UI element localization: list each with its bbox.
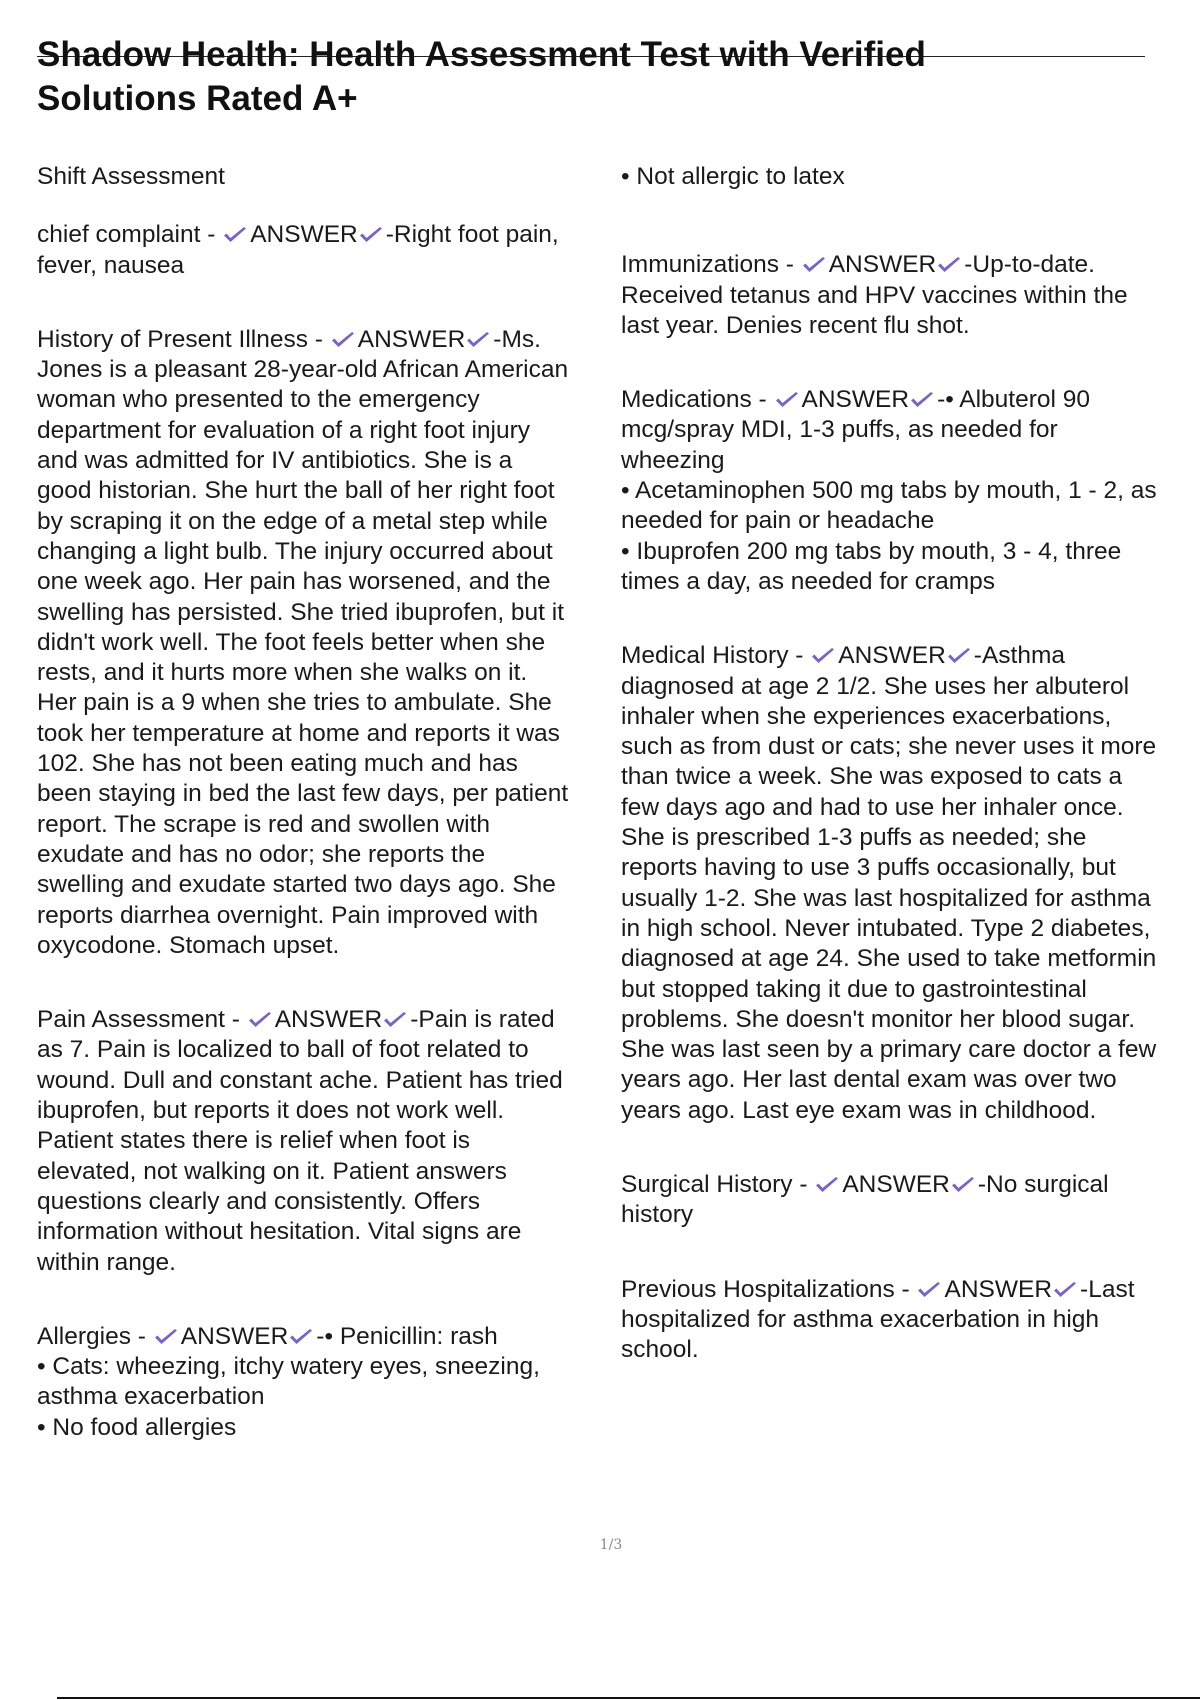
answer-text-line: within range. — [37, 1248, 176, 1276]
check-icon — [222, 226, 250, 244]
answer-text-line: inhaler when she experiences exacerbations, — [621, 702, 1112, 730]
answer-text-line: information without hesitation. Vital signs are — [37, 1218, 522, 1246]
history-present-illness-item — [37, 325, 612, 961]
answer-label: ANSWER — [180, 1322, 289, 1350]
answer-text-line: • No food allergies — [37, 1413, 237, 1441]
surgical-history-item — [621, 1170, 1200, 1231]
check-icon — [358, 226, 386, 244]
answer-text-start: -No surgical — [977, 1171, 1109, 1199]
check-icon — [1052, 1281, 1080, 1299]
answer-label: ANSWER — [250, 221, 358, 249]
answer-text-line: asthma exacerbation — [37, 1383, 265, 1411]
answer-text-line: She was last seen by a primary care doctor a few — [621, 1036, 1157, 1064]
answer-text-line: exudate and has no odor; she reports the — [37, 840, 486, 868]
item-label: Medications - — [621, 386, 774, 414]
answer-text-line: needed for pain or headache — [621, 507, 935, 535]
item-first-line — [37, 220, 612, 250]
answer-text-line: Jones is a pleasant 28-year-old African American — [37, 356, 569, 384]
title-line-2: Solutions Rated A+ — [37, 79, 358, 118]
answer-text-line: in high school. Never intubated. Type 2 diabetes, — [621, 914, 1151, 942]
check-icon — [288, 1328, 316, 1346]
check-icon — [916, 1281, 944, 1299]
answer-text-start: -Asthma — [973, 642, 1065, 670]
answer-text-line: history — [621, 1201, 694, 1229]
answer-text-line: Patient states there is relief when foot is — [37, 1127, 471, 1155]
answer-text-line: school. — [621, 1336, 699, 1364]
item-first-line — [621, 250, 1200, 280]
immunizations-item — [621, 250, 1200, 341]
answer-text-start: -• Albuterol 90 — [937, 386, 1091, 414]
answer-text-line: • Acetaminophen 500 mg tabs by mouth, 1 - 2, as — [621, 477, 1157, 505]
medications-item — [621, 385, 1200, 597]
item-label: Allergies - — [37, 1322, 153, 1350]
check-icon — [247, 1011, 275, 1029]
answer-text-line: Her pain is a 9 when she tries to ambulate. She — [37, 689, 552, 717]
answer-text-line: didn't work well. The foot feels better when she — [37, 628, 546, 656]
answer-text-start: -Ms. — [493, 325, 541, 353]
shift-assessment-heading: Shift Assessment — [37, 163, 225, 190]
answer-text-line: took her temperature at home and reports it was — [37, 719, 560, 747]
item-label: Surgical History - — [621, 1171, 815, 1199]
answer-text-line: • Ibuprofen 200 mg tabs by mouth, 3 - 4, three — [621, 537, 1122, 565]
item-first-line — [37, 1322, 612, 1352]
medical-history-item — [621, 641, 1200, 1126]
check-icon — [153, 1328, 181, 1346]
answer-text-line: few days ago and had to use her inhaler once. — [621, 793, 1124, 821]
answer-text-line: years ago. Her last dental exam was over two — [621, 1066, 1117, 1094]
answer-text-line: swelling has persisted. She tried ibuprofen, but it — [37, 598, 565, 626]
answer-text-line: such as from dust or cats; she never uses it more — [621, 733, 1157, 761]
answer-text-start: -• Penicillin: rash — [316, 1322, 498, 1350]
footer-rule — [57, 1697, 1200, 1699]
answer-text-line: ibuprofen, but reports it does not work well. — [37, 1097, 505, 1125]
answer-text-line: diagnosed at age 2 1/2. She uses her albuterol — [621, 672, 1130, 700]
answer-text-line: hospitalized for asthma exacerbation in high — [621, 1305, 1100, 1333]
answer-text-line: oxycodone. Stomach upset. — [37, 931, 340, 959]
answer-text-line: woman who presented to the emergency — [37, 386, 480, 414]
answer-text-line: good historian. She hurt the ball of her right foot — [37, 477, 555, 505]
item-label: History of Present Illness - — [37, 325, 330, 353]
answer-text-line: swelling and exudate started two days ago. She — [37, 871, 556, 899]
item-label: chief complaint - — [37, 221, 223, 249]
left-column — [37, 162, 612, 1443]
latex-allergy-note: • Not allergic to latex — [621, 163, 845, 190]
answer-text-line: usually 1-2. She was last hospitalized for asthma — [621, 884, 1151, 912]
answer-text-line: and was admitted for IV antibiotics. She is a — [37, 447, 513, 475]
document-title — [37, 33, 1137, 121]
answer-text-line: diagnosed at age 24. She used to take metformin — [621, 945, 1157, 973]
answer-text-line: reports having to use 3 puffs occasionally, but — [621, 854, 1116, 882]
item-label: Immunizations - — [621, 251, 801, 279]
answer-text-line: elevated, not walking on it. Patient answers — [37, 1157, 507, 1185]
item-label: Previous Hospitalizations - — [621, 1275, 917, 1303]
answer-label: ANSWER — [274, 1006, 383, 1034]
check-icon — [465, 331, 493, 349]
answer-text-line: questions clearly and consistently. Offers — [37, 1187, 481, 1215]
previous-hospitalizations-item — [621, 1275, 1200, 1366]
right-column — [621, 162, 1200, 1366]
answer-label: ANSWER — [838, 642, 946, 670]
check-icon — [814, 1176, 842, 1194]
item-label: Pain Assessment - — [37, 1006, 247, 1034]
check-icon — [946, 647, 974, 665]
answer-text-line: wound. Dull and constant ache. Patient has tried — [37, 1066, 563, 1094]
answer-text-line: wheezing — [621, 446, 725, 474]
check-icon — [774, 391, 802, 409]
page-number: 1/3 — [599, 1537, 623, 1553]
answer-label: ANSWER — [357, 325, 466, 353]
answer-text-line: rests, and it hurts more when she walks on it. — [37, 659, 528, 687]
answer-text-line: years ago. Last eye exam was in childhood. — [621, 1096, 1097, 1124]
answer-text-line: reports diarrhea overnight. Pain improved with — [37, 901, 539, 929]
answer-label: ANSWER — [842, 1171, 950, 1199]
answer-text-line: last year. Denies recent flu shot. — [621, 311, 970, 339]
item-first-line — [621, 1275, 1200, 1305]
answer-text-line: been staying in bed the last few days, per patient — [37, 780, 569, 808]
answer-text-line: She is prescribed 1-3 puffs as needed; she — [621, 824, 1087, 852]
answer-text-line: 102. She has not been eating much and has — [37, 750, 518, 778]
item-label: Medical History - — [621, 642, 811, 670]
answer-text-line: as 7. Pain is localized to ball of foot related to — [37, 1036, 529, 1064]
allergies-item — [37, 1322, 612, 1443]
answer-text-line: problems. She doesn't monitor her blood sugar. — [621, 1005, 1136, 1033]
answer-text-line: • Cats: wheezing, itchy watery eyes, sneezing, — [37, 1353, 540, 1381]
item-first-line — [621, 641, 1200, 671]
item-first-line — [621, 385, 1200, 415]
answer-text-line: one week ago. Her pain has worsened, and the — [37, 568, 551, 596]
pain-assessment-item — [37, 1005, 612, 1278]
answer-text-start: -Pain is rated — [410, 1006, 555, 1034]
answer-text-line: mcg/spray MDI, 1-3 puffs, as needed for — [621, 416, 1058, 444]
answer-text-line: by scraping it on the edge of a metal step while — [37, 507, 548, 535]
answer-text-line: report. The scrape is red and swollen with — [37, 810, 491, 838]
answer-text-line: fever, nausea — [37, 251, 185, 279]
check-icon — [950, 1176, 978, 1194]
item-first-line — [621, 1170, 1200, 1200]
chief-complaint-item — [37, 220, 612, 281]
answer-label: ANSWER — [944, 1275, 1053, 1303]
check-icon — [382, 1011, 410, 1029]
item-first-line — [37, 1005, 612, 1035]
answer-text-line: Received tetanus and HPV vaccines within the — [621, 281, 1128, 309]
answer-text-line: but stopped taking it due to gastrointestinal — [621, 975, 1087, 1003]
answer-label: ANSWER — [801, 386, 910, 414]
item-first-line — [37, 325, 612, 355]
check-icon — [801, 256, 829, 274]
check-icon — [810, 647, 838, 665]
answer-text-line: department for evaluation of a right foot injury — [37, 416, 531, 444]
title-line-1: Shadow Health: Health Assessment Test with Verified — [37, 35, 926, 74]
answer-label: ANSWER — [828, 251, 937, 279]
answer-text-start: -Up-to-date. — [964, 251, 1095, 279]
answer-text-line: times a day, as needed for cramps — [621, 567, 996, 595]
answer-text-start: -Right foot pain, — [385, 221, 559, 249]
answer-text-start: -Last — [1080, 1275, 1135, 1303]
answer-text-line: changing a light bulb. The injury occurred about — [37, 537, 553, 565]
answer-text-line: than twice a week. She was exposed to cats a — [621, 763, 1123, 791]
check-icon — [909, 391, 937, 409]
check-icon — [330, 331, 358, 349]
check-icon — [936, 256, 964, 274]
